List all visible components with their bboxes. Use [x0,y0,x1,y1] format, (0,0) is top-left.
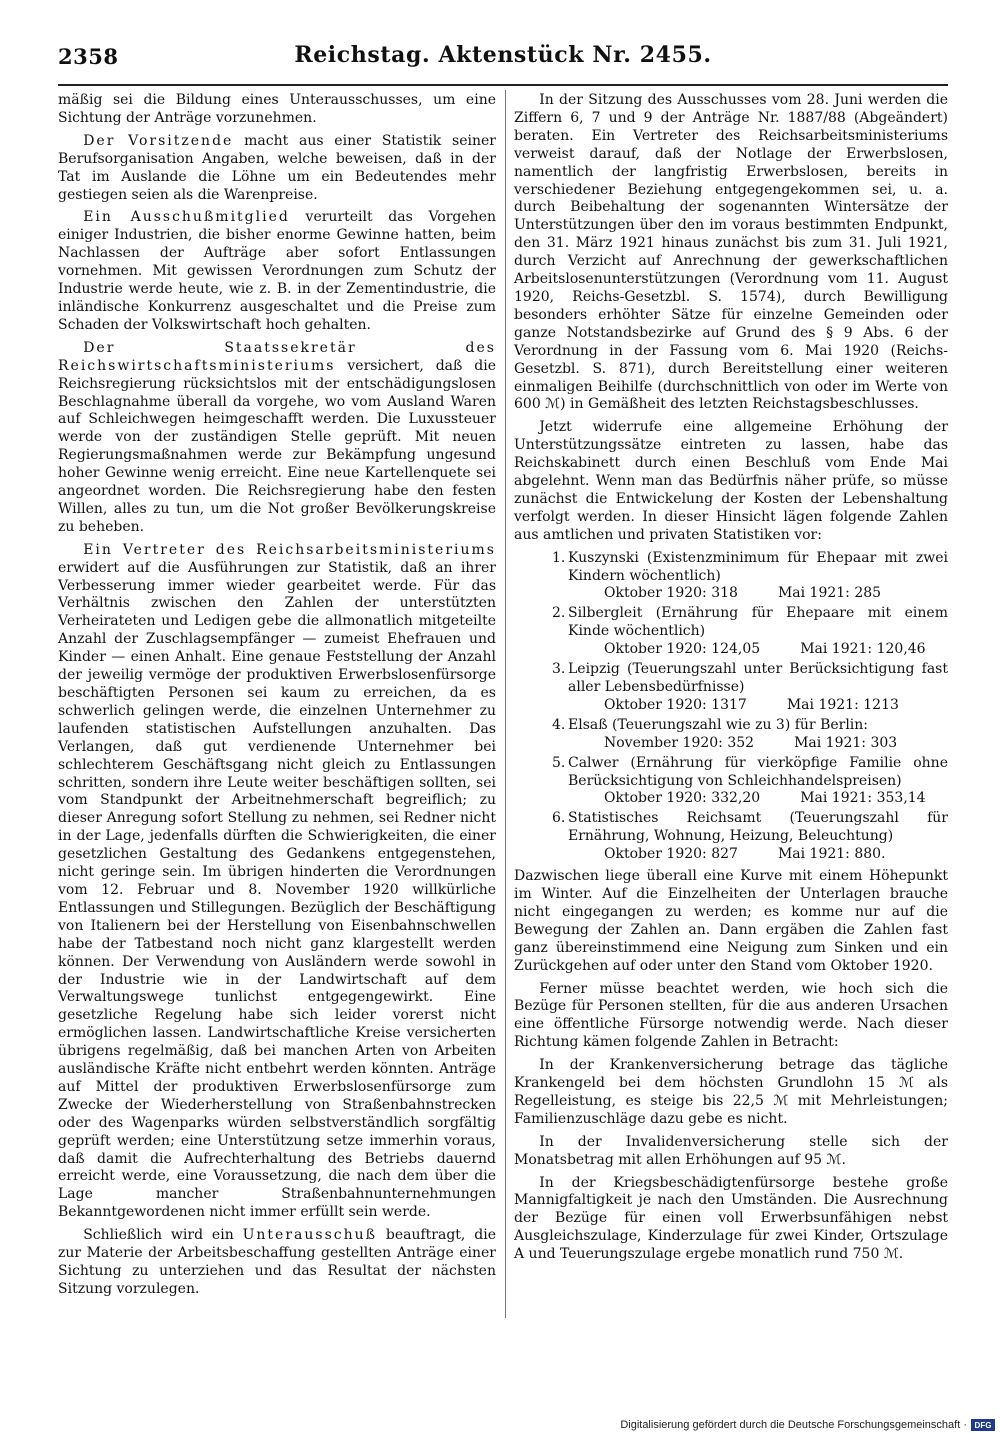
paragraph-text: verurteilt das Vorgehen einiger Industrien, die bisher enorme Gewinne hatten, beim Nachlassen der Aufträge aber sofort Entlassungen vornehmen. Mit gewissen Verordnungen zum Schutz der Industrie werde heute, wie z. B. in der Zementindustrie, die inländische Konkurrenz ausgeschaltet und die Preise zum Schaden der Volkswirtschaft hoch gehalten. [58,209,496,333]
paragraph-text: versichert, daß die Reichsregierung rücksichtslos mit der entschädigungslosen Beschlagnahme überall da vorgehe, wo vom Ausland Waren auf Schleichwegen heimgeschafft werden. Die Luxussteuer werde von der zuständigen Stelle geprüft. Mit neuen Regierungsmaßnahmen werde zur Bekämpfung ungesund hoher Gewinne wenig erreicht. Eine neue Kartellenquete sei angeordnet worden. Die Reichsregierung habe den festen Willen, alles zu tun, um die Not großer Bevölkerungskreise zu beheben. [58,357,496,535]
value-after: Mai 1921: 880. [777,846,886,863]
right-paragraph-3: Dazwischen liege überall eine Kurve mit einem Höhepunkt im Winter. Auf die Einzelheiten der Unterlagen brauche nicht eingegangen zu werden; es komme nur auf die Bewegung der Zahlen an. Dann ergäben die Zahlen fast ganz übereinstimmend eine Neigung zum Sinken und ein Zurückgehen auf oder unter den Stand vom Oktober 1920. [514,868,948,974]
value-before: Oktober 1920: 827 [604,846,738,863]
item-title: Kuszynski (Existenzminimum für Ehepaar mit zwei Kindern wöchentlich) [568,549,948,584]
right-paragraph-1: In der Sitzung des Ausschusses vom 28. Juni werden die Ziffern 6, 7 und 9 der Anträge Nr. 1887/88 (Abgeändert) beraten. Ein Vertreter des Reichsarbeitsministeriums verweist darauf, daß der Notlage der Erwerbslosen, namentlich der langfristig Erwerbslosen, bereits in verschiedener Beziehung entgegengekommen sei, u. a. durch Beibehaltung der sogenannten Wintersätze der Unterstützungen über den im voraus bestimmten Endpunkt, den 31. März 1921 hinaus zunächst bis zum 31. Juli 1921, durch Verzicht auf Anrechnung der gewerkschaftlichen Arbeitslosenunterstützungen (Verordnung vom 11. August 1920, Reichs-Gesetzbl. S. 1574), durch Bewilligung besonders erhöhter Sätze für einzelne Gemeinden oder ganze Notstandsbezirke auf Grund des § 9 Abs. 6 der Verordnung in der Fassung vom 6. Mai 1920 (Reichs-Gesetzbl. S. 871), durch Bereitstellung einer weiteren einmaligen Beihilfe (durchschnittlich von oder im Werte von 600 ℳ) in Gemäßheit des letzten Reichstagsbeschlusses. [514,92,948,413]
statistics-item [514,550,948,604]
item-title: Elsaß (Teuerungszahl wie zu 3) für Berlin: [568,716,869,733]
item-number: 3. [552,661,566,678]
left-column [58,92,496,1304]
footer-credit [610,1418,995,1432]
paragraph-text: macht aus einer Statistik seiner Berufsorganisation Angaben, welche beweisen, daß in der Tat im Auslande die Löhne um ein Bedeutendes mehr gestiegen seien als die Warenpreise. [58,132,496,203]
speaker-name: Der Staatssekretär des Reichswirtschaftsministeriums [58,339,496,374]
item-number: 5. [552,754,566,771]
right-paragraph-4: Ferner müsse beachtet werden, wie hoch sich die Bezüge für Personen stellten, für die aus anderen Ursachen eine öffentliche Fürsorge notwendig werde. Nach dieser Richtung kämen folgende Zahlen in Betracht: [514,980,948,1051]
value-before: Oktober 1920: 124,05 [604,641,761,658]
item-number: 2. [552,605,566,622]
header-rule [58,84,948,86]
statistics-item [514,605,948,659]
speaker-name: Der Vorsitzende [83,132,234,149]
paragraph-text: beauftragt, die zur Materie der Arbeitsbeschaffung gestellten Anträge einer Sichtung zu unterziehen und das Resultat der nächsten Sitzung vorzulegen. [58,1227,496,1297]
right-paragraph-2: Jetzt widerrufe eine allgemeine Erhöhung der Unterstützungssätze eintreten zu lassen, habe das Reichskabinett durch einen Beschluß vom Ende Mai abgelehnt. Wenn man das Bedürfnis näher prüfe, so müsse zunächst die Entwickelung der Kosten der Lebenshaltung verfolgt werden. In dieser Hinsicht lägen folgende Zahlen aus amtlichen und privaten Statistiken vor: [514,419,948,543]
dfg-logo[interactable]: DFG [971,1419,995,1431]
left-paragraph-4 [58,340,496,537]
item-title: Statistisches Reichsamt (Teuerungszahl für Ernährung, Wohnung, Heizung, Beleuchtung) [568,810,948,845]
page-number: 2358 [58,44,119,69]
right-column [514,92,948,1269]
value-before: November 1920: 352 [604,734,755,751]
value-before: Oktober 1920: 1317 [604,696,747,713]
statistics-item [514,810,948,864]
left-paragraph-5 [58,542,496,1222]
column-divider [505,90,506,1318]
value-after: Mai 1921: 353,14 [800,790,926,807]
statistics-list [514,550,948,864]
item-number: 4. [552,716,566,733]
right-paragraph-7: In der Kriegsbeschädigtenfürsorge bestehe große Mannigfaltigkeit je nach den Umständen. Die Ausrechnung der Bezüge für einen voll Erwerbsunfähigen nebst Ausgleichszulage, Kinderzulage für zwei Kinder, Ortszulage A und Teuerungszulage ergebe monatlich rund 750 ℳ. [514,1174,948,1263]
running-title: Reichstag. Aktenstück Nr. 2455. [294,42,712,68]
footer-text: Digitalisierung gefördert durch die Deutsche Forschungsgemeinschaft · [620,1419,967,1431]
speaker-name: Ein Ausschußmitglied [83,209,290,226]
value-before: Oktober 1920: 318 [604,585,738,602]
statistics-item [514,717,948,753]
item-number: 6. [552,810,566,827]
item-title: Silbergleit (Ernährung für Ehepaare mit einem Kinde wöchentlich) [568,605,948,640]
statistics-item [514,755,948,809]
value-after: Mai 1921: 120,46 [800,641,926,658]
value-after: Mai 1921: 303 [794,734,898,751]
value-after: Mai 1921: 1213 [786,696,899,713]
item-title: Calwer (Ernährung für vierköpfige Familie ohne Berücksichtigung von Schleichhandelspreisen) [568,754,948,789]
speaker-name: Ein Vertreter des Reichsarbeitsministeriums [83,541,496,558]
paragraph-text: erwidert auf die Ausführungen zur Statistik, daß an ihrer Verbesserung immer wieder gearbeitet werde. Für das Verhältnis zwischen den Zahlen der unterstützten Verheirateten und Ledigen gebe die allmonatlich mitgeteilte Anzahl der Zuschlagsempfänger — zumeist Ehefrauen und Kinder — einen Anhalt. Eine genaue Feststellung der Anzahl der jeweilig vermöge der produktiven Erwerbslosenfürsorge beschäftigten Personen sei kaum zu erreichen, da es schwerlich gelingen werde, die einzelnen Unternehmer zu laufenden statistischen Aufstellungen anzuhalten. Das Verlangen, daß gut verdienende Unternehmer bei schlechterem Geschäftsgang nicht gleich zu Entlassungen schritten, sondern ihre Leute weiter beschäftigen sollten, sei vom Standpunkt der Arbeitnehmerschaft begreiflich; zu dieser Anregung sofort Stellung zu nehmen, sei Redner nicht in der Lage, jedenfalls dürften die Schwierigkeiten, die einer gesetzlichen Gestaltung des Gedankens entgegenstehen, nicht geringe sein. Im übrigen hinderten die Verordnungen vom 12. Februar und 8. November 1920 willkürliche Entlassungen und Stillegungen. Bezüglich der Beschäftigung von Italienern bei der Herstellung von Eisenbahnschwellen habe der Tatbestand noch nicht ganz klargestellt werden können. Der Verwendung von Ausländern werde sowohl in der Industrie wie in der Landwirtschaft auf dem Verwaltungswege tunlichst entgegengewirkt. Eine gesetzliche Regelung habe sich leider vorerst nicht ermöglichen lassen. Landwirtschaftliche Kreise versicherten übrigens regelmäßig, daß bei manchen Arten von Arbeiten ausländische Kräfte nicht entbehrt werden könnten. Anträge auf Mittel der produktiven Erwerbslosenfürsorge zum Zwecke der Wiederherstellung von Straßenbahnstrecken oder des Wagenparks würden selbstverständlich sorgfältig geprüft werden; eine Unterstützung setze immerhin voraus, daß damit die Aufrechterhaltung des Betriebs dauernd erreicht werde, eine Voraussetzung, die nach dem über die Lage mancher Straßenbahnunternehmungen Bekanntgewordenen nicht immer erfüllt sein werde. [58,559,496,1221]
right-paragraph-5: In der Krankenversicherung betrage das tägliche Krankengeld bei dem höchsten Grundlohn 15 ℳ als Regelleistung, es steige bis 22,5 ℳ mit Mehrleistungen; Familienzuschläge dazu gebe es nicht. [514,1057,948,1127]
item-number: 1. [552,549,566,566]
value-after: Mai 1921: 285 [777,585,882,602]
paragraph-prefix: Schließlich wird ein [83,1227,243,1244]
page-header [58,40,948,80]
item-title: Leipzig (Teuerungszahl unter Berücksichtigung fast aller Lebensbedürfnisse) [568,661,948,695]
left-paragraph-1: mäßig sei die Bildung eines Unterausschusses, um eine Sichtung der Anträge vorzunehmen. [58,92,496,126]
value-before: Oktober 1920: 332,20 [604,790,761,807]
left-paragraph-3 [58,209,496,334]
speaker-name: Unterausschuß [242,1227,377,1244]
left-paragraph-2 [58,133,496,205]
right-paragraph-6: In der Invalidenversicherung stelle sich der Monatsbetrag mit allen Erhöhungen auf 95 ℳ. [514,1133,948,1168]
statistics-item [514,661,948,715]
left-paragraph-6 [58,1227,496,1299]
